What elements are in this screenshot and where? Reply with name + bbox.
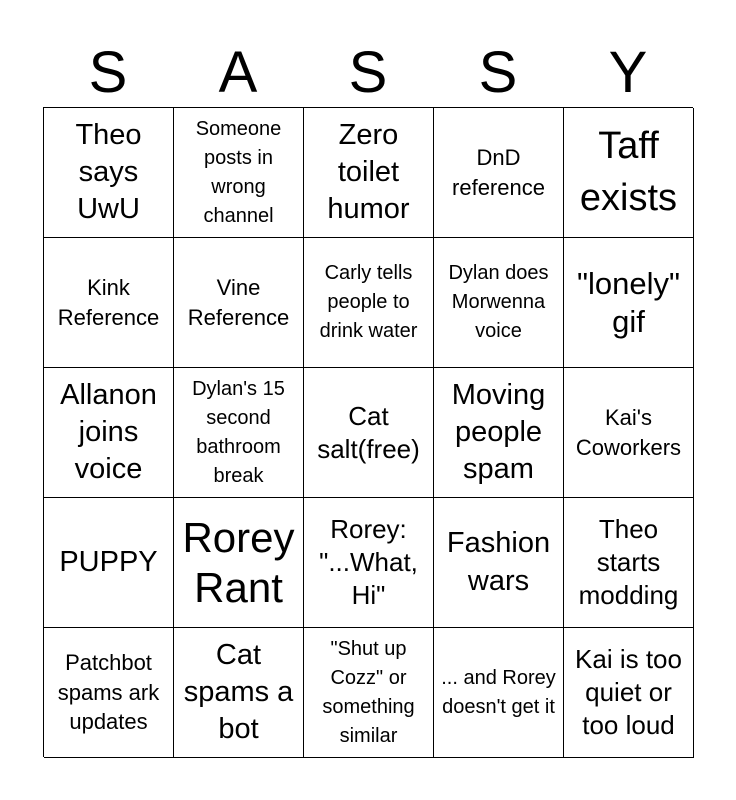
title-letter: S bbox=[478, 40, 518, 105]
bingo-cell[interactable]: Carly tells people to drink water bbox=[304, 238, 434, 368]
bingo-cell[interactable]: Vine Reference bbox=[174, 238, 304, 368]
bingo-cell[interactable]: Moving people spam bbox=[434, 368, 564, 498]
bingo-cell[interactable]: Kai is too quiet or too loud bbox=[564, 628, 694, 758]
bingo-cell[interactable]: DnD reference bbox=[434, 108, 564, 238]
bingo-cell[interactable]: Rorey: "...What, Hi" bbox=[304, 498, 434, 628]
bingo-cell[interactable]: Cat spams a bot bbox=[174, 628, 304, 758]
title-letter: S bbox=[348, 40, 388, 105]
bingo-cell[interactable]: Rorey Rant bbox=[174, 498, 304, 628]
bingo-cell[interactable]: Fashion wars bbox=[434, 498, 564, 628]
title-letter: Y bbox=[608, 40, 648, 105]
bingo-cell[interactable]: Theo starts modding bbox=[564, 498, 694, 628]
bingo-cell[interactable]: Dylan does Morwenna voice bbox=[434, 238, 564, 368]
bingo-cell[interactable]: Kai's Coworkers bbox=[564, 368, 694, 498]
bingo-cell[interactable]: Kink Reference bbox=[44, 238, 174, 368]
bingo-cell[interactable]: Theo says UwU bbox=[44, 108, 174, 238]
title-letter: A bbox=[218, 40, 258, 105]
bingo-title bbox=[43, 38, 693, 108]
bingo-cell[interactable]: Taff exists bbox=[564, 108, 694, 238]
title-letter: S bbox=[88, 40, 128, 105]
bingo-cell[interactable]: ... and Rorey doesn't get it bbox=[434, 628, 564, 758]
bingo-cell[interactable]: Dylan's 15 second bathroom break bbox=[174, 368, 304, 498]
bingo-grid bbox=[43, 107, 693, 757]
bingo-cell[interactable]: Allanon joins voice bbox=[44, 368, 174, 498]
bingo-cell[interactable]: Zero toilet humor bbox=[304, 108, 434, 238]
bingo-cell[interactable]: "Shut up Cozz" or something similar bbox=[304, 628, 434, 758]
bingo-cell[interactable]: Someone posts in wrong channel bbox=[174, 108, 304, 238]
bingo-cell[interactable]: PUPPY bbox=[44, 498, 174, 628]
bingo-cell[interactable]: "lonely" gif bbox=[564, 238, 694, 368]
bingo-cell[interactable]: Patchbot spams ark updates bbox=[44, 628, 174, 758]
bingo-cell[interactable]: Cat salt(free) bbox=[304, 368, 434, 498]
